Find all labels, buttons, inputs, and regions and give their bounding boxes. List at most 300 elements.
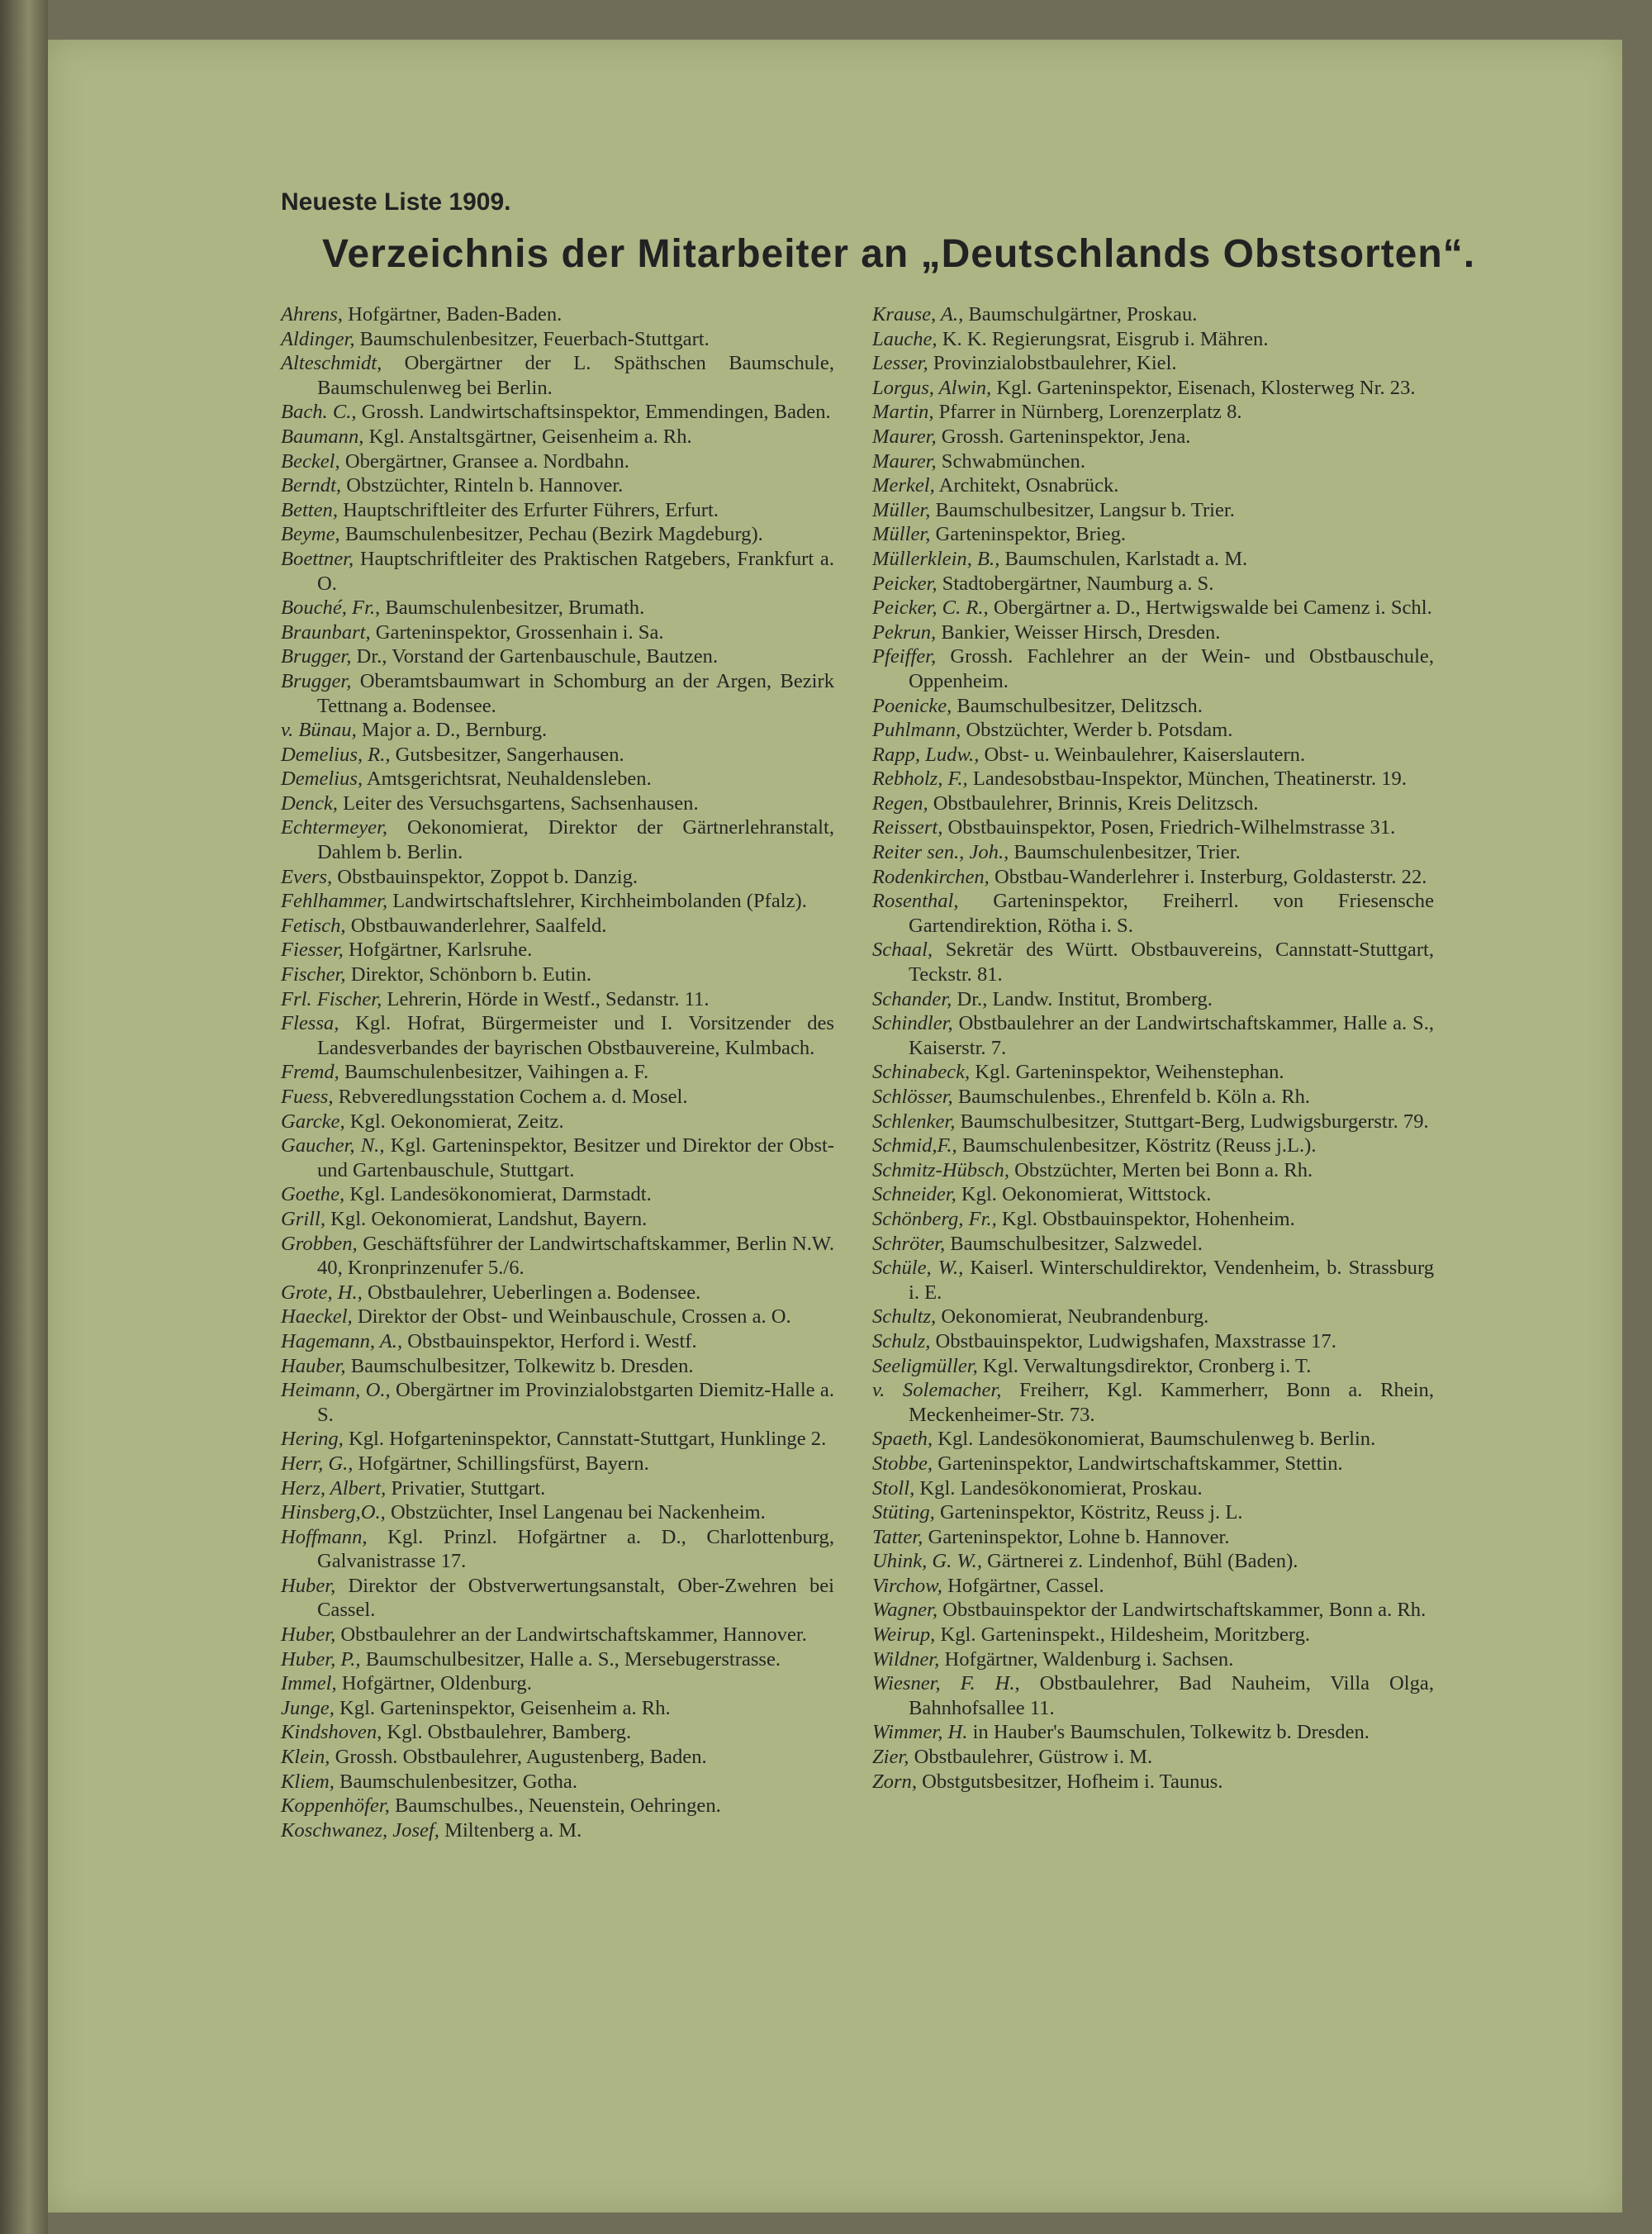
contributor-entry [872,351,1434,376]
contributor-details: Obergärtner a. D., Hertwigswalde bei Camenz i. Schl. [988,597,1432,620]
contributor-entry [281,1060,834,1085]
contributor-entry [872,1476,1434,1501]
contributor-name: Gaucher, N., [281,1134,385,1157]
contributor-details: Gutsbesitzer, Sangerhausen. [390,743,624,766]
contributor-entry [281,1232,834,1281]
contributor-name: Müller, [872,523,931,546]
contributor-name: Demelius, [281,768,363,791]
contributor-entry [872,694,1434,719]
contributor-entry [281,327,834,352]
contributor-name: Schultz, [872,1305,937,1329]
contributor-entry [872,1525,1434,1550]
contributor-details: Baumschulenbesitzer, Brumath. [380,597,645,620]
contributor-details: Obstbau-Wanderlehrer i. Insterburg, Goldasterstr. 22. [989,865,1427,888]
contributor-entry [281,938,834,963]
contributor-entry [872,767,1434,791]
contributor-name: Hagemann, A., [281,1329,403,1352]
contributor-details: Baumschulenbesitzer, Köstritz (Reuss j.L.). [957,1134,1317,1157]
contributor-entry [872,840,1434,865]
contributor-details: Kgl. Anstaltsgärtner, Geisenheim a. Rh. [363,425,692,448]
contributor-name: Aldinger, [281,327,355,350]
contributor-name: Grobben, [281,1232,358,1255]
contributor-details: Grossh. Landwirtschaftsinspektor, Emmendingen, Baden. [356,401,831,424]
contributor-name: Bouché, Fr., [281,597,381,620]
contributor-name: Uhink, G. W., [872,1550,982,1573]
contributor-name: Brugger, [281,669,352,692]
contributor-name: Lauche, [872,327,938,350]
contributor-name: Schönberg, Fr., [872,1207,997,1230]
contributor-details: Baumschulbesitzer, Langsur b. Trier. [930,498,1235,521]
contributor-entry [872,1158,1434,1183]
contributor-entry [872,473,1434,498]
contributor-entry [872,1745,1434,1770]
contributor-name: Fremd, [281,1061,339,1084]
contributor-entry [872,1623,1434,1647]
contributor-name: Garcke, [281,1110,345,1133]
contributor-name: Huber, [281,1574,336,1597]
contributor-details: Geschäftsführer der Landwirtschaftskammer, Berlin N.W. 40, Kronprinzenufer 5./6. [317,1232,834,1280]
contributor-details: Miltenberg a. M. [439,1818,582,1842]
contributor-entry [872,889,1434,938]
contributor-details: Landwirtschaftslehrer, Kirchheimbolanden (Pfalz). [387,890,807,913]
contributor-details: Obstbauinspektor, Zoppot b. Danzig. [332,865,638,888]
contributor-name: Schmid,F., [872,1134,957,1157]
contributor-details: Kgl. Landesökonomierat, Baumschulenweg b. Berlin. [933,1428,1376,1451]
contributor-entry [281,1329,834,1354]
contributor-name: Huber, P., [281,1647,361,1671]
contributor-entry [281,1305,834,1329]
contributor-details: Baumschulbes., Neuenstein, Oehringen. [389,1794,721,1818]
contributor-entry [281,1525,834,1574]
contributor-entry [281,963,834,987]
contributor-entry [872,302,1434,327]
contributor-name: Schaal, [872,939,933,962]
contributor-details: Obst- u. Weinbaulehrer, Kaiserslautern. [979,743,1306,766]
contributor-details: Baumschulbesitzer, Tolkewitz b. Dresden. [345,1354,694,1377]
contributor-details: Garteninspektor, Lohne b. Hannover. [923,1525,1230,1548]
contributor-name: Stüting, [872,1501,935,1524]
contributor-details: Hofgärtner, Oldenburg. [336,1672,532,1695]
contributor-name: Alteschmidt, [281,352,382,375]
contributor-name: Hering, [281,1428,344,1451]
contributor-entry [872,1329,1434,1354]
contributor-name: Baumann, [281,425,364,448]
contributor-details: Direktor der Obstverwertungsanstalt, Ober-Zwehren bei Cassel. [317,1574,834,1622]
contributor-entry [281,1281,834,1305]
contributor-details: Obstzüchter, Merten bei Bonn a. Rh. [1009,1158,1313,1181]
contributor-details: Grossh. Garteninspektor, Jena. [936,425,1191,448]
contributor-entry [281,1354,834,1379]
contributor-entry [281,1427,834,1452]
contributor-entry [281,865,834,890]
contributor-name: Spaeth, [872,1428,933,1451]
contributor-details: Baumschulenbesitzer, Gotha. [334,1770,577,1793]
contributor-entry [872,1770,1434,1794]
contributor-entry [281,522,834,547]
contributor-details: Kgl. Prinzl. Hofgärtner a. D., Charlottenburg, Galvanistrasse 17. [317,1525,834,1573]
contributor-details: Obstbaulehrer, Güstrow i. M. [909,1746,1153,1769]
contributor-details: Obstbauinspektor, Herford i. Westf. [402,1329,697,1352]
contributor-name: Fischer, [281,963,346,986]
contributor-name: Koppenhöfer, [281,1794,390,1818]
contributor-entry [281,669,834,718]
contributor-details: Obstbauinspektor, Ludwigshafen, Maxstrasse 17. [930,1329,1336,1352]
contributor-details: Baumschulbesitzer, Stuttgart-Berg, Ludwigsburgerstr. 79. [955,1110,1429,1133]
contributor-entry [872,572,1434,597]
contributor-name: Merkel, [872,474,935,497]
contributor-entry [872,1354,1434,1379]
page-title: Verzeichnis der Mitarbeiter an „Deutschlands Obstsorten“. [322,232,1476,276]
contributor-name: Poenicke, [872,694,952,717]
contributor-details: Kgl. Hofgarteninspektor, Cannstatt-Stuttgart, Hunklinge 2. [343,1428,827,1451]
contributor-entry [872,1060,1434,1085]
contributor-details: Obstbaulehrer, Bad Nauheim, Villa Olga, Bahnhofsallee 11. [909,1672,1434,1719]
contributor-details: Baumschulen, Karlstadt a. M. [999,547,1248,570]
contributor-name: Krause, A., [872,303,964,326]
contributor-name: Braunbart, [281,620,371,644]
contributor-entry [872,1671,1434,1720]
contributor-entry [872,1452,1434,1476]
contributor-name: Tatter, [872,1525,923,1548]
contributor-details: Obstzüchter, Werder b. Potsdam. [961,719,1233,742]
contributor-entry [872,791,1434,816]
contributor-name: Heimann, O., [281,1379,391,1402]
contributor-details: Hofgärtner, Baden-Baden. [342,303,563,326]
contributor-name: Rosenthal, [872,890,959,913]
contributor-details: Garteninspektor, Brieg. [930,523,1127,546]
contributor-entry [281,718,834,743]
contributor-name: Haeckel, [281,1305,353,1329]
contributor-details: Baumschulgärtner, Proskau. [963,303,1198,326]
contributor-entry [281,1182,834,1207]
contributor-details: Obstbaulehrer, Brinnis, Kreis Delitzsch. [928,791,1259,815]
contributor-name: Demelius, R., [281,743,391,766]
contributor-name: Huber, [281,1623,336,1647]
contributor-details: Direktor, Schönborn b. Eutin. [345,963,592,986]
contributor-details: Obstbaulehrer an der Landwirtschaftskammer, Halle a. S., Kaiserstr. 7. [909,1012,1434,1059]
contributor-entry [872,498,1434,523]
contributor-name: Betten, [281,498,338,521]
contributor-entry [281,1671,834,1696]
contributor-details: Garteninspektor, Landwirtschaftskammer, Stettin. [933,1452,1343,1475]
contributor-details: Gärtnerei z. Lindenhof, Bühl (Baden). [981,1550,1298,1573]
contributor-entry [872,987,1434,1012]
contributor-name: Puhlmann, [872,719,961,742]
contributor-name: Kliem, [281,1770,335,1793]
contributor-details: Garteninspektor, Freiherrl. von Friesensche Gartendirektion, Rötha i. S. [909,890,1434,937]
contributor-name: Grill, [281,1207,325,1230]
contributor-entry [281,351,834,400]
contributor-details: Amtsgerichtsrat, Neuhaldensleben. [363,768,652,791]
contributor-entry [281,400,834,425]
contributor-name: Schlenker, [872,1110,956,1133]
contributor-details: Lehrerin, Hörde in Westf., Sedanstr. 11. [382,987,710,1010]
contributor-name: Rapp, Ludw., [872,743,980,766]
contributor-details: Provinzialobstbaulehrer, Kiel. [928,352,1177,375]
contributor-details: Baumschulenbesitzer, Feuerbach-Stuttgart. [354,327,710,350]
contributor-details: Obergärtner im Provinzialobstgarten Diemitz-Halle a. S. [317,1379,834,1426]
contributor-entry [872,1647,1434,1672]
contributor-details: Sekretär des Württ. Obstbauvereins, Cannstatt-Stuttgart, Teckstr. 81. [909,939,1434,986]
contributor-name: Wimmer, H. [872,1721,968,1744]
contributor-name: Müller, [872,498,931,521]
contributor-entry [281,473,834,498]
contributor-entry [872,620,1434,645]
contributor-name: Zorn, [872,1770,917,1793]
contributor-entry [872,1011,1434,1060]
contributor-entry [281,1378,834,1427]
contributor-name: Fetisch, [281,914,346,937]
contributor-name: Seeligmüller, [872,1354,978,1377]
contributor-entry [281,767,834,791]
contributor-name: Boettner, [281,547,354,570]
contributor-entry [281,1500,834,1525]
contributor-entry [872,1574,1434,1599]
contributor-details: Obstgutsbesitzer, Hofheim i. Taunus. [917,1770,1223,1793]
contributor-entry [872,1256,1434,1305]
contributor-details: Oekonomierat, Neubrandenburg. [936,1305,1209,1329]
contributor-details: Obstbauwanderlehrer, Saalfeld. [345,914,607,937]
contributor-entry [872,400,1434,425]
contributor-details: Baumschulenbes., Ehrenfeld b. Köln a. Rh. [952,1086,1311,1108]
contributor-details: Freiherr, Kgl. Kammerherr, Bonn a. Rhein, Meckenheimer-Str. 73. [909,1379,1434,1426]
contributor-details: Direktor der Obst- und Weinbauschule, Crossen a. O. [352,1305,791,1329]
contributor-entry [872,1427,1434,1452]
contributor-name: Weirup, [872,1623,936,1647]
contributor-name: Maurer, [872,449,937,473]
contributor-name: Berndt, [281,474,342,497]
contributor-name: Schneider, [872,1183,957,1206]
contributor-name: Beyme, [281,523,340,546]
contributor-details: Hauptschriftleiter des Praktischen Ratgebers, Frankfurt a. O. [317,547,834,595]
contributor-details: Kgl. Garteninspektor, Geisenheim a. Rh. [334,1696,671,1719]
contributor-entry [872,547,1434,572]
contributor-name: Schindler, [872,1012,953,1035]
contributor-details: Grossh. Fachlehrer an der Wein- und Obstbauschule, Oppenheim. [909,645,1434,692]
contributor-name: Rodenkirchen, [872,865,990,888]
contributor-details: Obstbaulehrer an der Landwirtschaftskammer, Hannover. [335,1623,807,1647]
contributor-details: Kgl. Landesökonomierat, Darmstadt. [344,1183,652,1206]
contributor-entry [281,596,834,620]
contributor-name: Herz, Albert, [281,1476,387,1500]
contributor-name: Fiesser, [281,939,344,962]
contributor-entry [872,1598,1434,1623]
contributor-name: Ahrens, [281,303,343,326]
contributor-name: Koschwanez, Josef, [281,1818,439,1842]
contributor-details: Baumschulbesitzer, Delitzsch. [952,694,1203,717]
contributor-entry [281,889,834,914]
contributor-details: Rebveredlungsstation Cochem a. d. Mosel. [333,1086,688,1108]
contributor-name: Fehlhammer, [281,890,388,913]
contributor-name: Peicker, [872,572,938,595]
contributor-details: Bankier, Weisser Hirsch, Dresden. [936,620,1221,644]
contributor-entry [281,547,834,596]
contributor-name: Lorgus, Alwin, [872,376,992,399]
contributor-name: Bach. C., [281,401,357,424]
contributor-details: Obstzüchter, Rinteln b. Hannover. [341,474,624,497]
contributor-entry [872,1500,1434,1525]
contributor-details: Obstbauinspektor, Posen, Friedrich-Wilhelmstrasse 31. [942,816,1396,839]
contributor-entry [281,743,834,768]
contributor-details: Privatier, Stuttgart. [386,1476,546,1500]
contributor-name: Herr, G., [281,1452,354,1475]
contributor-name: Frl. Fischer, [281,987,382,1010]
contributor-details: Obergärtner der L. Späthschen Baumschule, Baumschulenweg bei Berlin. [317,352,834,399]
contributor-details: Obstbaulehrer, Ueberlingen a. Bodensee. [362,1281,701,1304]
contributor-name: Stoll, [872,1476,915,1500]
contributor-details: Kgl. Verwaltungsdirektor, Cronberg i. T. [977,1354,1312,1377]
contributor-name: Schlösser, [872,1086,953,1108]
contributor-details: Pfarrer in Nürnberg, Lorenzerplatz 8. [933,401,1242,424]
contributor-entry [872,1085,1434,1110]
contributor-details: Dr., Vorstand der Gartenbauschule, Bautzen. [351,645,719,668]
contributor-entry [281,302,834,327]
contributor-details: Leiter des Versuchsgartens, Sachsenhausen. [337,791,699,815]
contributor-details: Kaiserl. Winterschuldirektor, Vendenheim, b. Strassburg i. E. [909,1257,1434,1304]
contributor-details: Architekt, Osnabrück. [934,474,1119,497]
contributor-entry [872,1232,1434,1257]
contributor-entry [281,498,834,523]
contributor-entry [281,1134,834,1182]
contributor-name: Maurer, [872,425,937,448]
contributor-entry [281,425,834,449]
contributor-entry [281,1574,834,1623]
contributor-details: Hofgärtner, Karlsruhe. [343,939,533,962]
contributor-name: Schmitz-Hübsch, [872,1158,1009,1181]
contributor-details: Baumschulenbesitzer, Vaihingen a. F. [339,1061,649,1084]
contributor-details: Garteninspektor, Grossenhain i. Sa. [370,620,664,644]
contributor-details: Grossh. Obstbaulehrer, Augustenberg, Baden. [330,1746,707,1769]
contributor-name: Flessa, [281,1012,339,1035]
contributor-name: Wagner, [872,1599,938,1622]
contributor-entry [281,987,834,1012]
contributor-name: Schulz, [872,1329,931,1352]
contributor-name: Reiter sen., Joh., [872,841,1009,864]
contributor-name: Pfeiffer, [872,645,937,668]
contributor-entry [872,327,1434,352]
contributor-details: Kgl. Obstbauinspektor, Hohenheim. [996,1207,1295,1230]
contributor-name: Immel, [281,1672,337,1695]
contributor-details: Baumschulenbesitzer, Pechau (Bezirk Magdeburg). [339,523,763,546]
contributor-name: Schüle, W., [872,1257,964,1280]
contributor-name: Goethe, [281,1183,345,1206]
contributor-details: Kgl. Garteninspektor, Besitzer und Direktor der Obst- und Gartenbauschule, Stuttgart. [317,1134,834,1181]
contributor-details: Hofgärtner, Schillingsfürst, Bayern. [353,1452,649,1475]
contributor-entry [281,1085,834,1110]
contributor-entry [281,1110,834,1134]
contributor-name: Virchow, [872,1574,942,1597]
contributor-name: Hoffmann, [281,1525,368,1548]
contributor-entry [281,1011,834,1060]
contributor-entry [872,596,1434,620]
contributor-entry [281,1770,834,1794]
contributor-details: Major a. D., Bernburg. [356,719,548,742]
contributor-entry [872,644,1434,693]
contributor-entry [872,1207,1434,1232]
contributor-entry [872,743,1434,768]
contributor-entry [872,425,1434,449]
contributor-name: Hauber, [281,1354,346,1377]
contributor-details: Kgl. Obstbaulehrer, Bamberg. [382,1721,632,1744]
contributor-name: Pekrun, [872,620,937,644]
contributor-name: Schander, [872,987,952,1010]
contributor-entry [872,1720,1434,1745]
contributor-name: Stobbe, [872,1452,933,1475]
contributor-details: Kgl. Garteninspektor, Eisenach, Klosterweg Nr. 23. [991,376,1416,399]
contributor-details: Baumschulbesitzer, Salzwedel. [945,1232,1203,1255]
contributor-name: Fuess, [281,1086,334,1108]
contributor-details: Hofgärtner, Waldenburg i. Sachsen. [939,1647,1234,1671]
contributor-entry [872,938,1434,986]
contributor-name: Hinsberg,O., [281,1501,386,1524]
contributor-entry [872,1182,1434,1207]
contributor-entry [281,1207,834,1232]
contributor-details: Oberamtsbaumwart in Schomburg an der Argen, Bezirk Tettnang a. Bodensee. [317,669,834,717]
contributor-name: Wiesner, F. H., [872,1672,1020,1695]
contributor-entry [281,644,834,669]
contributor-name: Peicker, C. R., [872,597,989,620]
contributor-details: Kgl. Landesökonomierat, Proskau. [914,1476,1203,1500]
contributor-name: v. Solemacher, [872,1379,1002,1402]
contributor-entry [281,1452,834,1476]
contributor-entry [872,1549,1434,1574]
contributor-details: Kgl. Oekonomierat, Wittstock. [956,1183,1212,1206]
contributor-entry [281,1794,834,1818]
contributor-entry [872,449,1434,474]
contributor-name: Beckel, [281,449,340,473]
contributor-details: Oekonomierat, Direktor der Gärtnerlehranstalt, Dahlem b. Berlin. [317,816,834,864]
contributor-name: Wildner, [872,1647,940,1671]
contributor-details: Dr., Landw. Institut, Bromberg. [952,987,1213,1010]
contributor-name: Martin, [872,401,934,424]
contributor-entry [281,1647,834,1672]
contributor-entry [872,865,1434,890]
contributor-details: Kgl. Garteninspekt., Hildesheim, Moritzberg. [935,1623,1311,1647]
contributor-entry [281,620,834,645]
list-year-heading: Neueste Liste 1909. [281,188,511,216]
contributor-entry [872,376,1434,401]
right-column [872,302,1434,1794]
contributor-details: Obstzüchter, Insel Langenau bei Nackenheim. [385,1501,766,1524]
book-spine-edge [0,0,48,2234]
contributor-name: Echtermeyer, [281,816,388,839]
contributor-entry [281,791,834,816]
contributor-name: Klein, [281,1746,330,1769]
contributor-details: Kgl. Garteninspektor, Weihenstephan. [970,1061,1284,1084]
contributor-details: Baumschulenbesitzer, Trier. [1009,841,1241,864]
contributor-entry [872,522,1434,547]
contributor-name: Lesser, [872,352,928,375]
contributor-entry [872,1134,1434,1158]
contributor-name: Junge, [281,1696,335,1719]
contributor-entry [872,718,1434,743]
contributor-details: Garteninspektor, Köstritz, Reuss j. L. [934,1501,1243,1524]
contributor-name: Schröter, [872,1232,946,1255]
contributor-details: K. K. Regierungsrat, Eisgrub i. Mähren. [937,327,1269,350]
contributor-details: in Hauber's Baumschulen, Tolkewitz b. Dresden. [967,1721,1370,1744]
contributor-entry [281,1696,834,1721]
contributor-details: Kgl. Oekonomierat, Zeitz. [344,1110,564,1133]
contributor-details: Kgl. Oekonomierat, Landshut, Bayern. [325,1207,648,1230]
contributor-details: Hofgärtner, Cassel. [942,1574,1104,1597]
contributor-entry [281,1720,834,1745]
contributor-details: Schwabmünchen. [936,449,1085,473]
contributor-name: Regen, [872,791,928,815]
contributor-name: Evers, [281,865,333,888]
contributor-name: Zier, [872,1746,909,1769]
contributor-details: Kgl. Hofrat, Bürgermeister und I. Vorsitzender des Landesverbandes der bayrischen Obstbauvereine, Kulmbach. [317,1012,834,1059]
contributor-name: Grote, H., [281,1281,363,1304]
